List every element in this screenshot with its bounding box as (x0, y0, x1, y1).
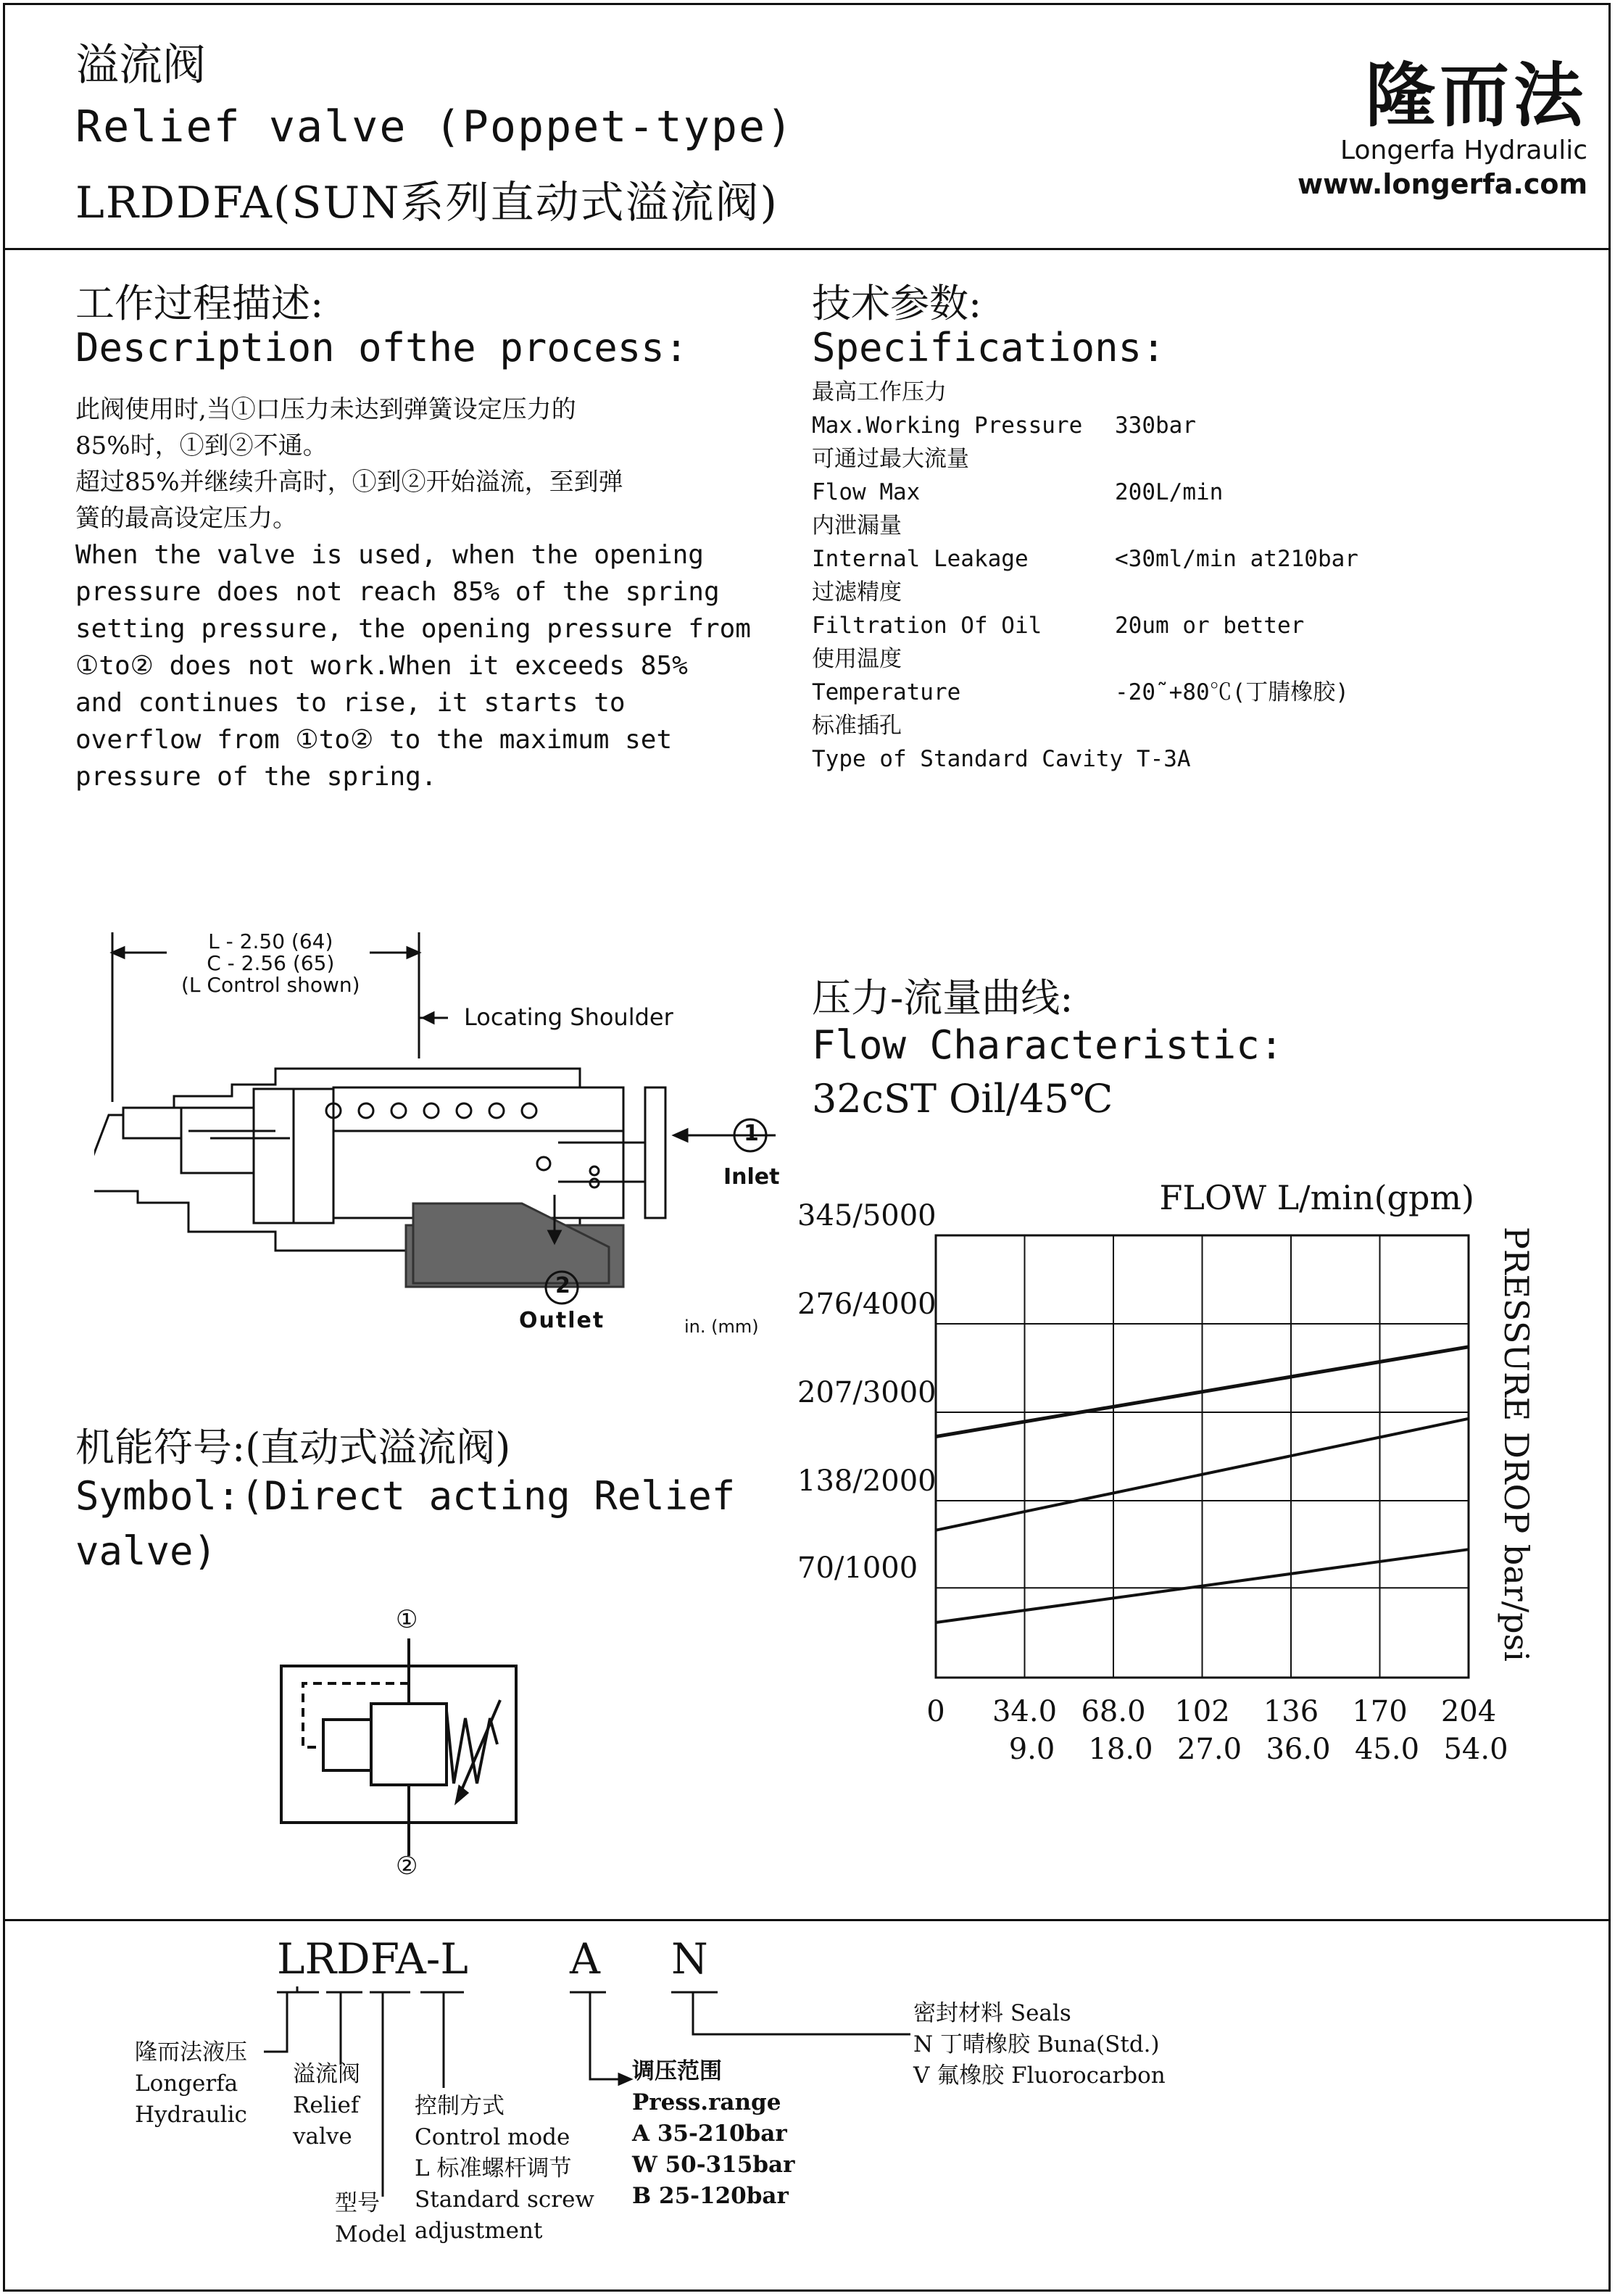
description-body (75, 391, 771, 795)
control-adjustment: adjustment (415, 2218, 543, 2244)
spec-row (812, 742, 1537, 776)
title-cn: 溢流阀 (75, 40, 206, 91)
spec-row (812, 409, 1537, 442)
model-control-label (415, 2091, 594, 2247)
x-axis-label: FLOW L/min(gpm) (1159, 1178, 1474, 1217)
x-tick-label-gpm: 18.0 (1088, 1733, 1153, 1766)
seals-n: N 丁晴橡胶 Buna(Std.) (913, 2031, 1160, 2057)
chart-heading-en: Flow Characteristic: (812, 1022, 1284, 1068)
description-line: pressure of the spring. (75, 762, 437, 792)
maker-en-1: Longerfa (135, 2071, 238, 2097)
x-tick-label: 102 (1174, 1695, 1230, 1728)
spec-label-cn: 可通过最大流量 (812, 446, 969, 472)
brand-url: www.longerfa.com (1298, 168, 1588, 200)
spec-label-cn: 最高工作压力 (812, 379, 947, 405)
control-standard: Standard screw (415, 2187, 594, 2213)
x-tick-label: 204 (1440, 1695, 1497, 1728)
description-heading-cn: 工作过程描述: (75, 281, 324, 326)
inlet-label: Inlet (723, 1164, 780, 1190)
y-tick-label: 207/3000 (797, 1376, 937, 1409)
footer-divider (3, 1919, 1611, 1921)
valve-cn: 溢流阀 (293, 2061, 360, 2087)
model-label-cn: 型号 (335, 2190, 380, 2216)
spec-value: 20um or better (1115, 613, 1305, 639)
specs-heading-cn: 技术参数: (812, 281, 982, 326)
symbol-heading-en-2: valve) (75, 1528, 217, 1574)
brand-logo (1298, 41, 1587, 200)
specs-heading-en: Specifications: (812, 325, 1166, 370)
title-model: LRDDFA(SUN系列直动式溢流阀) (75, 178, 779, 228)
x-tick-label-gpm: 45.0 (1354, 1733, 1420, 1766)
description-line: pressure does not reach 85% of the spring (75, 577, 720, 607)
description-line: When the valve is used, when the opening (75, 540, 704, 570)
brand-en: Longerfa Hydraulic (1340, 136, 1587, 165)
symbol-heading-en-1: Symbol:(Direct acting Relief (75, 1473, 736, 1519)
dimension-labels (181, 931, 360, 996)
x-tick-label-gpm: 9.0 (1008, 1733, 1055, 1766)
spec-row (812, 476, 1537, 509)
description-heading-en: Description ofthe process: (75, 325, 689, 370)
spec-label-en: Max.Working Pressure (812, 413, 1083, 439)
seals-heading: 密封材料 Seals (913, 2000, 1071, 2026)
model-maker-label (135, 2037, 247, 2131)
valve-en-1: Relief (293, 2092, 360, 2118)
spec-row (812, 609, 1537, 642)
description-line: ①to② does not work.When it exceeds 85% (75, 651, 688, 681)
model-type-label (335, 2188, 407, 2250)
spec-value: 330bar (1115, 413, 1196, 439)
model-valve-label (293, 2059, 360, 2152)
port1-number: 1 (744, 1121, 759, 1146)
control-l: L 标准螺杆调节 (415, 2155, 572, 2181)
spec-value: <30ml/min at210bar (1115, 546, 1358, 572)
press-item-a: A 35-210bar (632, 2121, 787, 2147)
title-en: Relief valve (Poppet-type) (75, 101, 794, 152)
symbol-heading-cn: 机能符号:(直动式溢流阀) (75, 1425, 511, 1470)
description-line: 此阀使用时,当①口压力未达到弹簧设定压力的 (75, 395, 576, 424)
description-line: 85%时，①到②不通。 (75, 431, 328, 460)
maker-en-2: Hydraulic (135, 2102, 247, 2128)
maker-cn: 隆而法液压 (135, 2039, 247, 2065)
brand-cn: 隆而法 (1366, 55, 1587, 136)
seals-v: V 氟橡胶 Fluorocarbon (913, 2063, 1166, 2089)
port2-number: 2 (555, 1273, 570, 1298)
model-code-n: N (671, 1934, 708, 1984)
y-tick-label: 138/2000 (797, 1464, 937, 1498)
spec-row (812, 542, 1537, 576)
description-line: 超过85%并继续升高时，①到②开始溢流，至到弹 (75, 468, 623, 497)
description-line: overflow from ①to② to the maximum set (75, 725, 673, 755)
x-tick-label: 136 (1263, 1695, 1319, 1728)
outlet-label: Outlet (519, 1308, 605, 1333)
press-title: Press.range (632, 2089, 781, 2115)
spec-value: 200L/min (1115, 479, 1224, 505)
press-item-b: B 25-120bar (632, 2183, 789, 2209)
description-line: setting pressure, the opening pressure from (75, 614, 751, 644)
symbol-port-1: ① (396, 1605, 418, 1634)
spec-label-cn: 内泄漏量 (812, 513, 902, 539)
press-item-w: W 50-315bar (632, 2152, 795, 2178)
spec-label-en: Internal Leakage (812, 546, 1029, 572)
model-code: LRDFA-L (277, 1934, 468, 1984)
spec-label-en: Temperature (812, 679, 961, 705)
press-heading: 调压范围 (632, 2058, 722, 2084)
description-line: 簧的最高设定压力。 (75, 504, 297, 533)
x-tick-label-gpm: 27.0 (1176, 1733, 1242, 1766)
x-tick-label-gpm: 54.0 (1443, 1733, 1508, 1766)
y-axis-label: PRESSURE DROP bar/psi (1497, 1227, 1536, 1662)
description-line: and continues to rise, it starts to (75, 688, 626, 718)
symbol-port-2: ② (396, 1852, 418, 1881)
spec-label-en: Flow Max (812, 479, 921, 505)
header-divider (3, 248, 1611, 250)
x-tick-label-gpm: 36.0 (1266, 1733, 1331, 1766)
model-seals (913, 1998, 1166, 2092)
spec-row (812, 676, 1537, 709)
locating-shoulder-label: Locating Shoulder (464, 1003, 673, 1031)
y-tick-label: 345/5000 (797, 1199, 937, 1232)
x-tick-label: 68.0 (1081, 1695, 1146, 1728)
model-press-range (632, 2056, 794, 2212)
spec-label-cn: 使用温度 (812, 646, 902, 672)
y-tick-label: 70/1000 (797, 1551, 918, 1586)
control-en: Control mode (415, 2124, 570, 2150)
model-label-en: Model (335, 2221, 407, 2247)
dim-note-label: (L Control shown) (181, 973, 360, 997)
specs-list (812, 376, 1537, 776)
x-tick-label: 170 (1352, 1695, 1408, 1728)
spec-label-cn: 过滤精度 (812, 579, 902, 605)
spec-label-cn: 标准插孔 (812, 713, 902, 739)
x-tick-label: 0 (926, 1695, 945, 1728)
model-code-a: A (570, 1934, 600, 1984)
chart-heading-cn: 压力-流量曲线: (812, 975, 1074, 1021)
relief-valve-symbol (275, 1638, 522, 1856)
control-cn: 控制方式 (415, 2093, 505, 2119)
spec-value: -20˜+80℃(丁腈橡胶) (1115, 679, 1349, 705)
spec-label-en: Type of Standard Cavity T-3A (812, 746, 1191, 772)
chart-heading-oil: 32cST Oil/45℃ (812, 1076, 1113, 1122)
spec-label-en: Filtration Of Oil (812, 613, 1042, 639)
dim-l-label: L - 2.50 (64) (208, 929, 333, 953)
dim-c-label: C - 2.56 (65) (207, 951, 335, 975)
units-label: in. (mm) (684, 1317, 759, 1337)
x-tick-label: 34.0 (992, 1695, 1058, 1728)
valve-en-2: valve (293, 2123, 352, 2150)
y-tick-label: 276/4000 (797, 1288, 937, 1321)
